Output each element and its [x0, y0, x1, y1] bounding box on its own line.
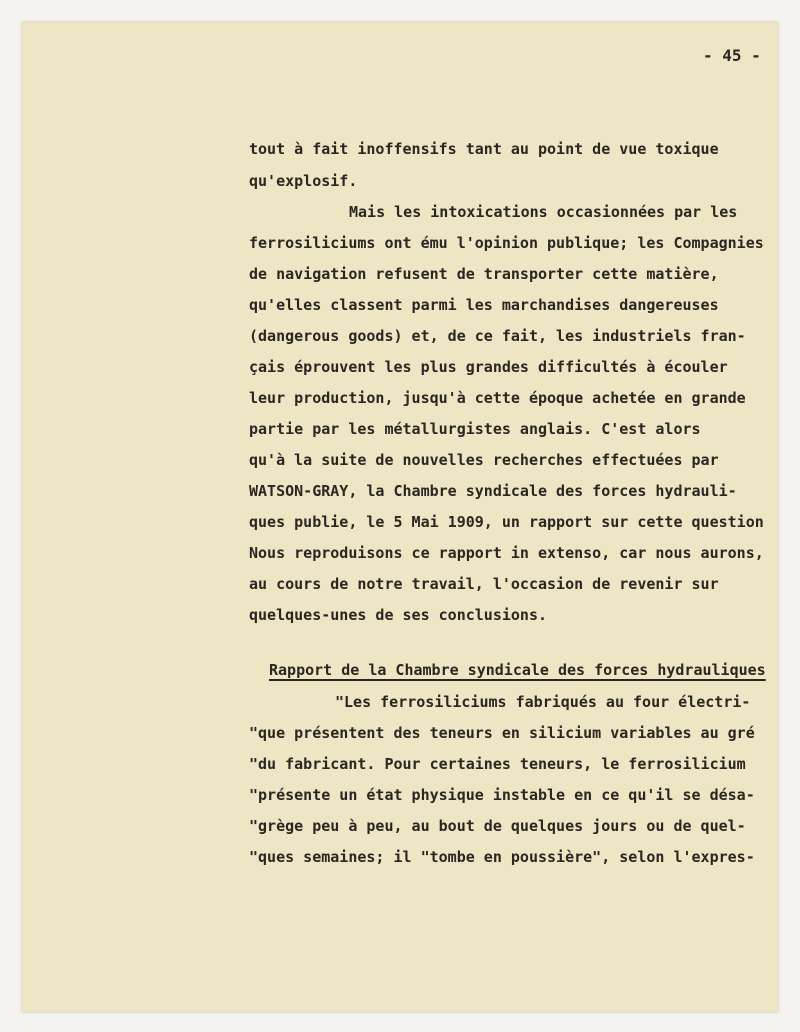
text-line: qu'explosif.	[249, 172, 358, 190]
text-line: qu'à la suite de nouvelles recherches effectuées par	[249, 451, 719, 469]
text-line: de navigation refusent de transporter cette matière,	[249, 265, 719, 283]
quote-line: "présente un état physique instable en ce qu'il se désa-	[249, 786, 755, 804]
text-line: qu'elles classent parmi les marchandises dangereuses	[249, 296, 719, 314]
quote-line: "que présentent des teneurs en silicium variables au gré	[249, 724, 755, 742]
text-line: leur production, jusqu'à cette époque achetée en grande	[249, 389, 746, 407]
text-line: partie par les métallurgistes anglais. C'est alors	[249, 420, 701, 438]
page-number: - 45 -	[703, 46, 761, 65]
text-line: WATSON-GRAY, la Chambre syndicale des forces hydrauli-	[249, 482, 737, 500]
quote-line: "du fabricant. Pour certaines teneurs, le ferrosilicium	[249, 755, 746, 773]
text-line: (dangerous goods) et, de ce fait, les industriels fran-	[249, 327, 746, 345]
text-line: ferrosiliciums ont ému l'opinion publique; les Compagnies	[249, 234, 764, 252]
text-line: Mais les intoxications occasionnées par les	[349, 203, 738, 221]
text-line: ques publie, le 5 Mai 1909, un rapport sur cette question	[249, 513, 764, 531]
section-heading: Rapport de la Chambre syndicale des forces hydrauliques	[269, 661, 766, 679]
text-line: tout à fait inoffensifs tant au point de vue toxique	[249, 140, 719, 158]
quote-line: "grège peu à peu, au bout de quelques jours ou de quel-	[249, 817, 746, 835]
text-line: au cours de notre travail, l'occasion de revenir sur	[249, 575, 719, 593]
quote-line: "ques semaines; il "tombe en poussière", selon l'expres-	[249, 848, 755, 866]
text-line: çais éprouvent les plus grandes difficultés à écouler	[249, 358, 728, 376]
text-line: quelques-unes de ses conclusions.	[249, 606, 548, 624]
text-line: Nous reproduisons ce rapport in extenso, car nous aurons,	[249, 544, 764, 562]
quote-line: "Les ferrosiliciums fabriqués au four électri-	[335, 693, 751, 711]
